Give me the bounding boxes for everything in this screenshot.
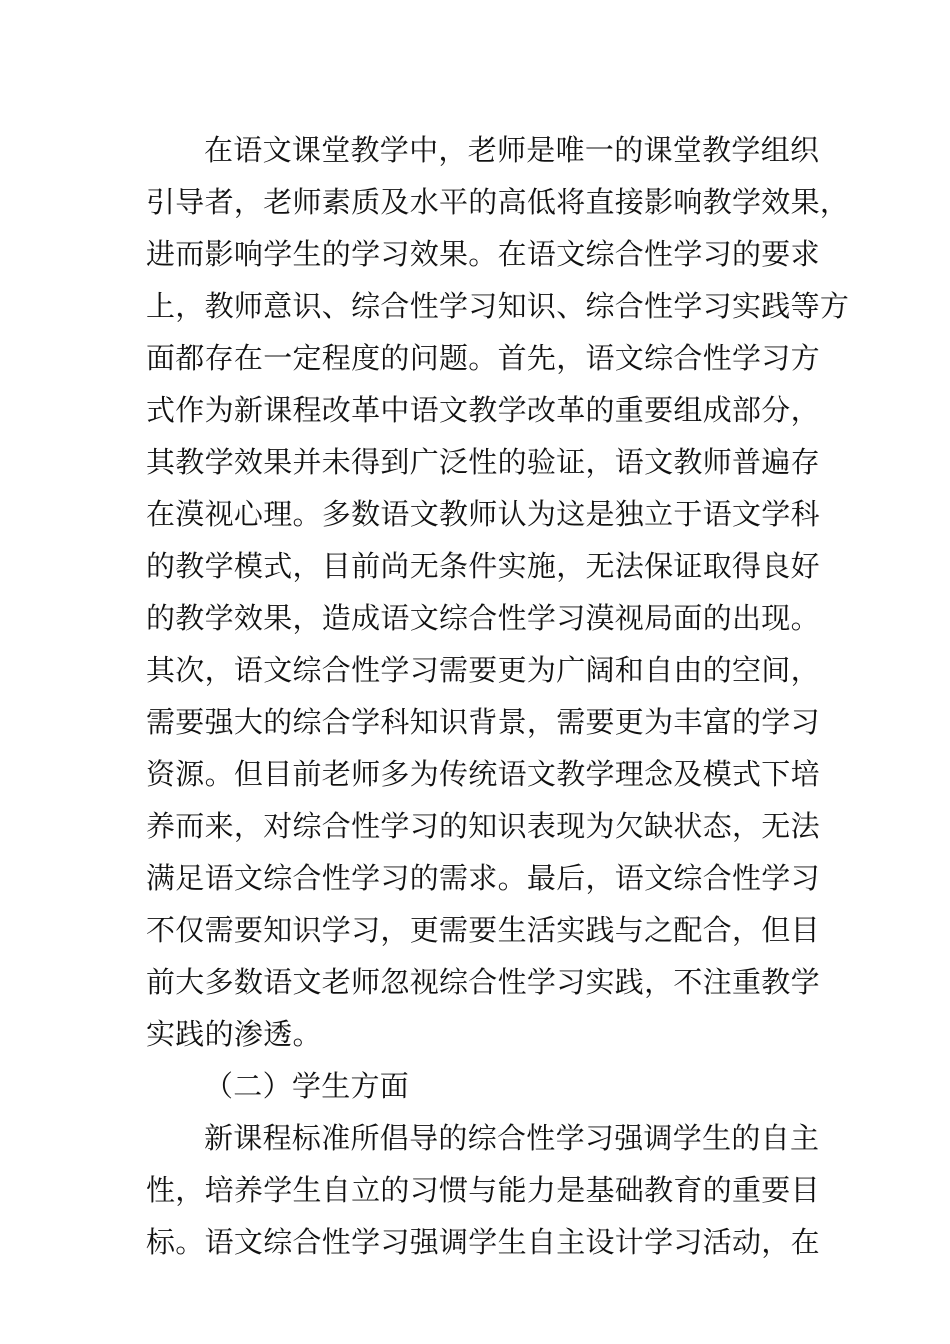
paragraph-1-line-9: 的教学模式，目前尚无条件实施，无法保证取得良好 <box>146 549 820 583</box>
paragraph-1-line-10: 的教学效果，造成语文综合性学习漠视局面的出现。 <box>146 601 820 635</box>
paragraph-1-line-5: 面都存在一定程度的问题。首先，语文综合性学习方 <box>146 341 820 375</box>
paragraph-2-line-3: 标。语文综合性学习强调学生自主设计学习活动，在 <box>146 1225 820 1259</box>
paragraph-1-line-6: 式作为新课程改革中语文教学改革的重要组成部分， <box>146 393 820 427</box>
paragraph-1-line-13: 资源。但目前老师多为传统语文教学理念及模式下培 <box>146 757 820 791</box>
paragraph-1-line-3: 进而影响学生的学习效果。在语文综合性学习的要求 <box>146 237 820 271</box>
paragraph-1-line-16: 不仅需要知识学习，更需要生活实践与之配合，但目 <box>146 913 820 947</box>
paragraph-1-line-17: 前大多数语文老师忽视综合性学习实践，不注重教学 <box>146 965 820 999</box>
paragraph-1-line-8: 在漠视心理。多数语文教师认为这是独立于语文学科 <box>146 497 820 531</box>
paragraph-1-line-7: 其教学效果并未得到广泛性的验证，语文教师普遍存 <box>146 445 820 479</box>
paragraph-1-line-4: 上，教师意识、综合性学习知识、综合性学习实践等方 <box>146 289 850 323</box>
paragraph-1-line-2: 引导者，老师素质及水平的高低将直接影响教学效果， <box>146 185 850 219</box>
paragraph-1-line-18: 实践的渗透。 <box>146 1017 322 1051</box>
paragraph-1-line-11: 其次，语文综合性学习需要更为广阔和自由的空间， <box>146 653 820 687</box>
paragraph-2-line-2: 性，培养学生自立的习惯与能力是基础教育的重要目 <box>146 1173 820 1207</box>
paragraph-1-line-14: 养而来，对综合性学习的知识表现为欠缺状态，无法 <box>146 809 820 843</box>
section-heading: （二）学生方面 <box>204 1069 410 1103</box>
paragraph-1-line-12: 需要强大的综合学科知识背景，需要更为丰富的学习 <box>146 705 820 739</box>
paragraph-2-line-1: 新课程标准所倡导的综合性学习强调学生的自主 <box>204 1121 820 1155</box>
paragraph-1-line-1: 在语文课堂教学中，老师是唯一的课堂教学组织 <box>204 133 820 167</box>
paragraph-1-line-15: 满足语文综合性学习的需求。最后，语文综合性学习 <box>146 861 820 895</box>
